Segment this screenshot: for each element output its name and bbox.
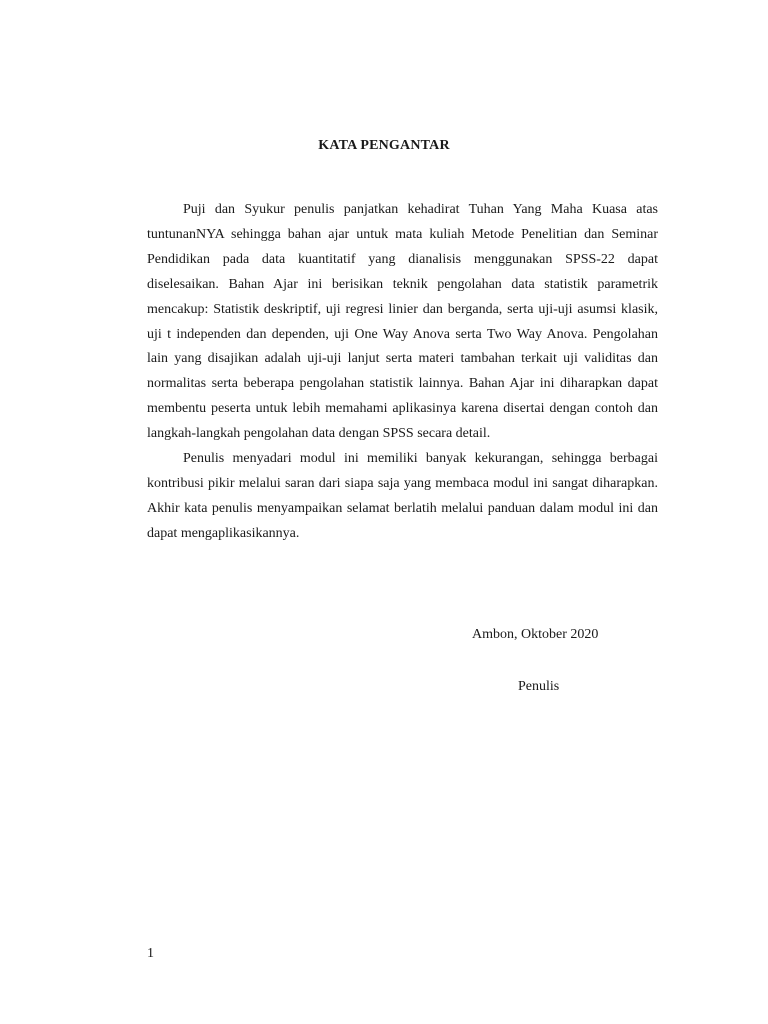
- page-number: 1: [147, 946, 154, 961]
- signature-label: Penulis: [518, 679, 560, 694]
- body-text: [147, 198, 658, 547]
- paragraph: Puji dan Syukur penulis panjatkan kehadirat Tuhan Yang Maha Kuasa atas tuntunanNYA sehingga bahan ajar untuk mata kuliah Metode Penelitian dan Seminar Pendidikan pada data kuantitatif yang dianalisis menggunakan SPSS-22 dapat diselesaikan. Bahan Ajar ini berisikan teknik pengolahan data statistik parametrik mencakup: Statistik deskriptif, uji regresi linier dan berganda, serta uji-uji asumsi klasik, uji t independen dan dependen, uji One Way Anova serta Two Way Anova. Pengolahan lain yang disajikan adalah uji-uji lanjut serta materi tambahan terkait uji validitas dan normalitas serta beberapa pengolahan statistik lainnya. Bahan Ajar ini diharapkan dapat membentu peserta untuk lebih memahami aplikasinya karena disertai dengan contoh dan langkah-langkah pengolahan data dengan SPSS secara detail.: [147, 202, 658, 442]
- paragraph: Penulis menyadari modul ini memiliki banyak kekurangan, sehingga berbagai kontribusi pikir melalui saran dari siapa saja yang membaca modul ini sangat diharapkan. Akhir kata penulis menyampaikan selamat berlatih melalui panduan dalam modul ini dan dapat mengaplikasikannya.: [147, 451, 658, 541]
- place-date: Ambon, Oktober 2020: [472, 627, 599, 642]
- page-title: KATA PENGANTAR: [318, 138, 450, 153]
